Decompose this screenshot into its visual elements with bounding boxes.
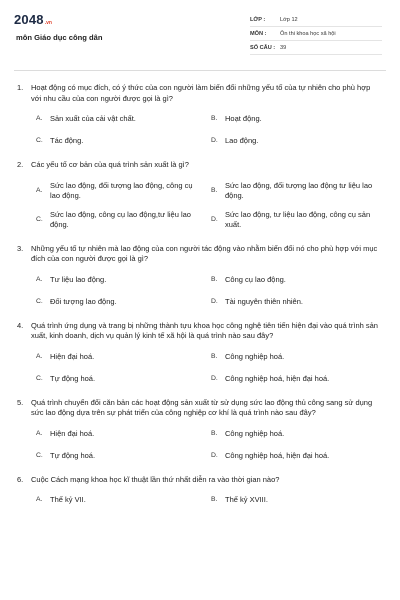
question-stem (14, 398, 386, 419)
meta-row-count (250, 41, 382, 55)
option-a[interactable] (36, 352, 211, 362)
options (36, 429, 386, 461)
question-number: 6. (17, 474, 24, 484)
option-text: Lao động. (225, 136, 259, 145)
option-letter: B. (211, 496, 218, 503)
option-b[interactable] (211, 181, 386, 201)
meta-value: 39 (280, 44, 287, 51)
brand (14, 12, 103, 42)
option-text: Tự động hoá. (50, 373, 96, 383)
question-5 (14, 398, 386, 461)
option-letter: A. (36, 186, 43, 194)
question-text: Cuộc Cách mạng khoa học kĩ thuật lần thứ nhất diễn ra vào thời gian nào? (31, 474, 280, 484)
option-text: Tác động. (50, 136, 84, 145)
option-text: Sản xuất của cải vật chất. (50, 114, 136, 123)
option-letter: A. (36, 115, 43, 122)
options (36, 495, 386, 505)
option-letter: D. (211, 451, 218, 459)
option-letter: D. (211, 215, 218, 223)
option-d[interactable] (211, 451, 386, 461)
question-text: Những yếu tố tự nhiên mà lao động của con người tác động vào nhằm biến đổi nó cho phù hợp với mục đích của con người được gọi là gì? (31, 243, 378, 263)
option-letter: B. (211, 429, 218, 437)
question-1 (14, 83, 386, 146)
option-text: Công nghiệp hoá. (225, 428, 285, 438)
option-letter: B. (211, 352, 218, 360)
option-text: Thế kỷ VII. (50, 495, 86, 504)
header-divider (14, 70, 386, 71)
question-text: Các yếu tố cơ bản của quá trình sản xuất là gì? (31, 160, 189, 169)
option-d[interactable] (211, 136, 386, 146)
option-letter: C. (36, 374, 43, 382)
question-number: 4. (17, 320, 24, 330)
option-b[interactable] (211, 114, 386, 124)
option-c[interactable] (36, 210, 211, 230)
option-text: Tài nguyên thiên nhiên. (225, 296, 303, 306)
option-d[interactable] (211, 374, 386, 384)
question-stem (14, 321, 386, 342)
option-text: Sức lao động, tư liệu lao động, công cụ sản xuất. (225, 209, 371, 229)
option-c[interactable] (36, 451, 211, 461)
question-number: 5. (17, 397, 24, 407)
option-a[interactable] (36, 495, 211, 505)
option-letter: C. (36, 137, 43, 144)
option-text: Tự động hoá. (50, 450, 96, 460)
option-letter: C. (36, 215, 43, 223)
question-stem (14, 475, 386, 486)
option-c[interactable] (36, 136, 211, 146)
option-letter: A. (36, 352, 43, 360)
question-2 (14, 160, 386, 230)
meta-value: Lớp 12 (280, 16, 298, 23)
question-4 (14, 321, 386, 384)
question-number: 2. (17, 160, 24, 169)
option-text: Sức lao động, công cụ lao động,tư liệu lao động. (50, 209, 191, 229)
option-text: Tư liệu lao động. (50, 274, 107, 284)
question-text: Quá trình chuyển đổi căn bản các hoạt động sản xuất từ sử dụng sức lao động thủ công sang sử dụng sức lao động dựa trên sự phát triển của công nghiệp cơ khí là quá trình nào sau đây? (31, 397, 373, 417)
options (36, 181, 386, 230)
meta-table (250, 13, 382, 55)
question-stem (14, 160, 386, 171)
option-text: Công nghiệp hoá. (225, 351, 285, 361)
logo-main: 2048 (14, 12, 44, 27)
option-c[interactable] (36, 297, 211, 307)
question-stem (14, 83, 386, 104)
option-b[interactable] (211, 429, 386, 439)
option-letter: A. (36, 496, 43, 503)
option-letter: A. (36, 429, 43, 437)
meta-row-class (250, 13, 382, 27)
meta-value: Ôn thi khoa học xã hội (280, 30, 336, 37)
option-letter: D. (211, 374, 218, 382)
subject-title: môn Giáo dục công dân (16, 33, 103, 42)
option-text: Sức lao động, đối tượng lao động, công cụ lao động. (50, 180, 193, 200)
header (14, 12, 386, 66)
option-text: Hiện đại hoá. (50, 351, 95, 361)
option-text: Công cụ lao động. (225, 274, 286, 284)
logo-suffix: .vn (44, 20, 52, 26)
option-text: Đối tượng lao động. (50, 296, 117, 306)
option-text: Công nghiệp hoá, hiện đại hoá. (225, 450, 330, 460)
question-6 (14, 475, 386, 506)
option-letter: B. (211, 115, 218, 122)
option-letter: B. (211, 275, 218, 283)
question-number: 3. (17, 243, 24, 253)
meta-label: MÔN : (250, 30, 267, 37)
question-text: Quá trình ứng dụng và trang bị những thành tựu khoa học công nghệ tiên tiến hiện đại vào quá trình sản xuất, kinh doanh, dịch vụ quản lý kinh tế xã hội là quá trình nào sau đây? (31, 320, 378, 340)
question-number: 1. (17, 83, 24, 92)
option-a[interactable] (36, 181, 211, 201)
question-text: Hoạt động có mục đích, có ý thức của con người làm biến đổi những yếu tố của tự nhiên cho phù hợp với nhu cầu của con người được gọi là gì? (31, 83, 371, 103)
meta-label: LỚP : (250, 16, 266, 23)
option-b[interactable] (211, 352, 386, 362)
option-text: Hiện đại hoá. (50, 428, 95, 438)
option-text: Sức lao động, đối tượng lao động tư liệu lao động. (225, 180, 373, 200)
question-3 (14, 244, 386, 307)
options (36, 352, 386, 384)
option-letter: C. (36, 451, 43, 459)
option-text: Hoạt động. (225, 114, 262, 123)
option-text: Công nghiệp hoá, hiện đại hoá. (225, 373, 330, 383)
site-logo[interactable] (14, 12, 103, 27)
options (36, 114, 386, 146)
options (36, 275, 386, 307)
option-b[interactable] (211, 275, 386, 285)
meta-row-subject (250, 27, 382, 41)
option-a[interactable] (36, 429, 211, 439)
option-a[interactable] (36, 275, 211, 285)
option-letter: C. (36, 297, 43, 305)
option-d[interactable] (211, 297, 386, 307)
option-letter: A. (36, 275, 43, 283)
option-d[interactable] (211, 210, 386, 230)
option-a[interactable] (36, 114, 211, 124)
option-letter: D. (211, 137, 218, 144)
question-stem (14, 244, 386, 265)
option-c[interactable] (36, 374, 211, 384)
option-letter: D. (211, 297, 218, 305)
meta-label: SỐ CÂU : (250, 44, 276, 51)
option-text: Thế kỷ XVIII. (225, 495, 268, 504)
option-letter: B. (211, 186, 218, 194)
option-b[interactable] (211, 495, 386, 505)
